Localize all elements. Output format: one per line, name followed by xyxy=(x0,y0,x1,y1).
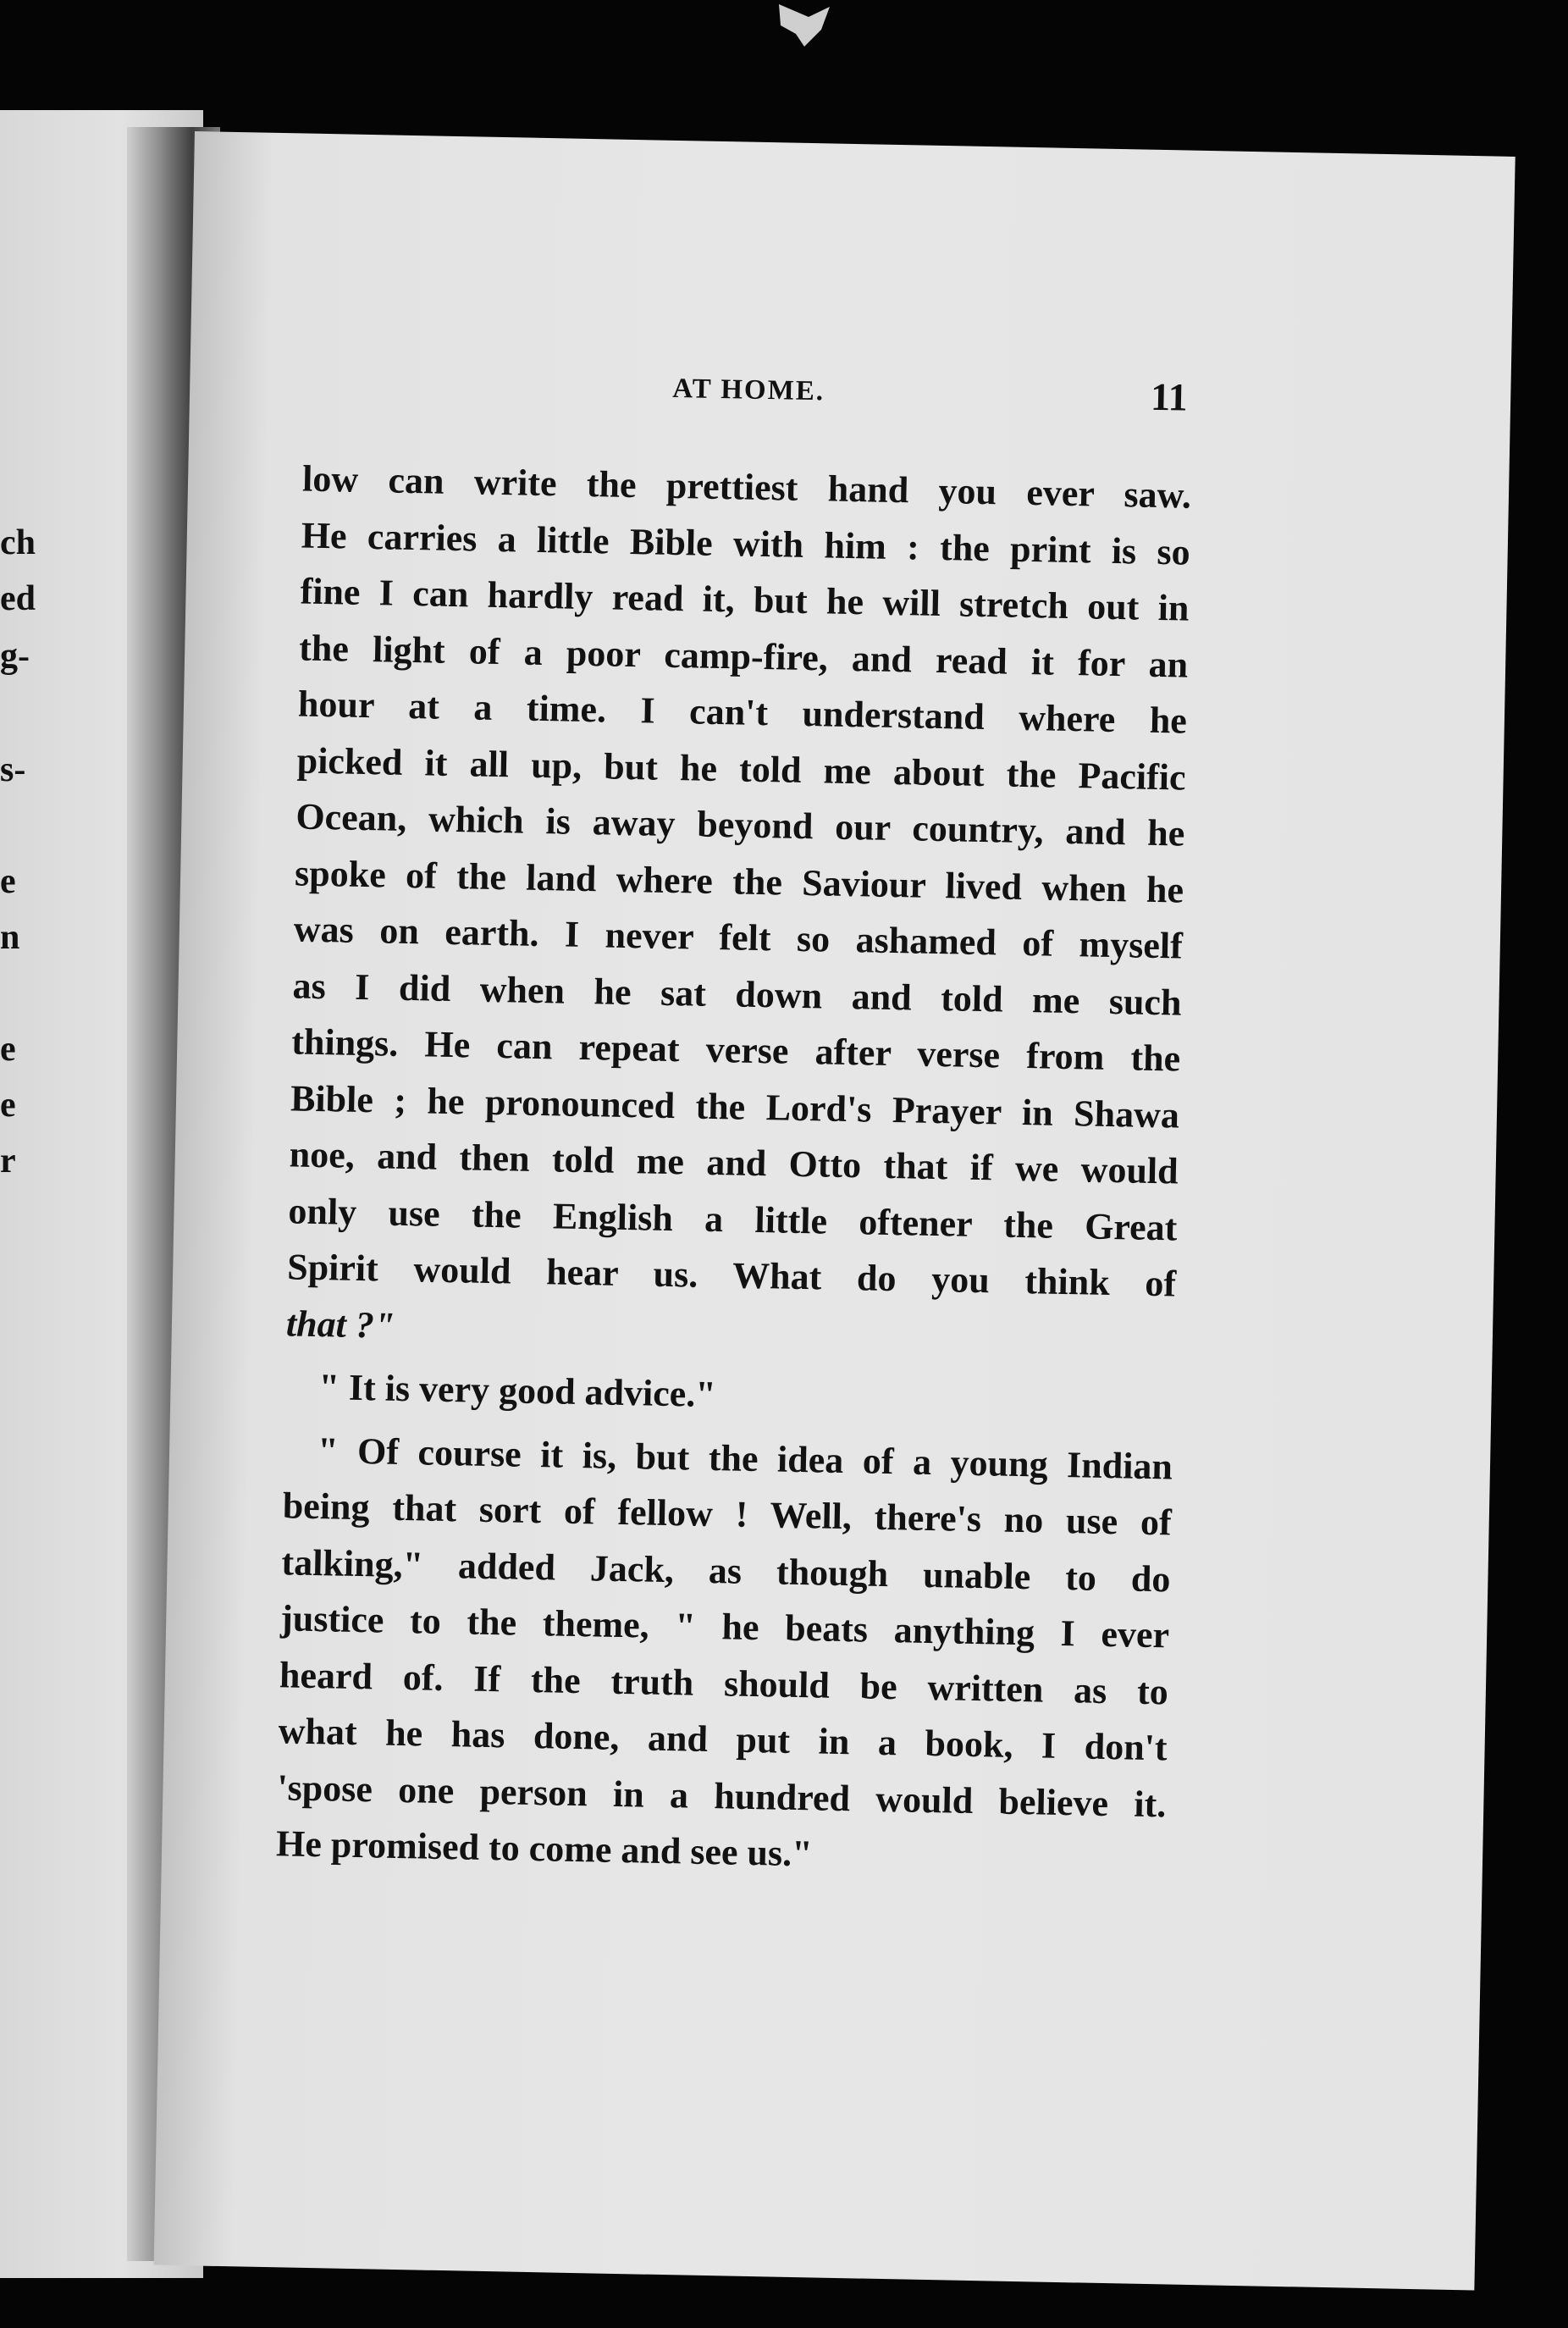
running-head xyxy=(190,364,1511,440)
text-line: justice to the theme, " he beats anything I ever xyxy=(279,1597,1170,1656)
text-line: what he has done, and put in a book, I don't xyxy=(278,1710,1168,1769)
running-head-title: AT HOME. xyxy=(671,373,825,407)
text-line: as I did when he sat down and told me such xyxy=(292,964,1182,1024)
text-line: 'spose one person in a hundred would believe it. xyxy=(277,1766,1167,1825)
facing-page-fragment: ed xyxy=(0,579,36,618)
text-line: spoke of the land where the Saviour lived when he xyxy=(294,851,1184,911)
text-line: things. He can repeat verse after verse from the xyxy=(290,1020,1181,1080)
text-line: heard of. If the truth should be written as to xyxy=(279,1653,1169,1712)
text-line: that ?" xyxy=(285,1302,395,1346)
text-line: being that sort of fellow ! Well, there's no use of xyxy=(282,1485,1173,1544)
paragraph-start-line: " It is very good advice." xyxy=(318,1366,717,1416)
text-line: Bible ; he pronounced the Lord's Prayer in Shawa xyxy=(290,1076,1180,1136)
text-line: only use the English a little oftener the Great xyxy=(288,1189,1178,1249)
text-line: He promised to come and see us." xyxy=(275,1822,814,1875)
facing-page-fragment: ch xyxy=(0,523,36,562)
text-line: was on earth. I never felt so ashamed of myself xyxy=(293,908,1184,967)
facing-page-fragment: g- xyxy=(0,637,30,676)
facing-page-fragment: r xyxy=(0,1142,16,1181)
text-line: hour at a time. I can't understand where he xyxy=(297,683,1188,742)
facing-page-fragment: n xyxy=(0,918,20,957)
text-line: He carries a little Bible with him : the print is so xyxy=(301,514,1191,573)
facing-page-fragment: e xyxy=(0,862,16,901)
text-line: talking," added Jack, as though unable to do xyxy=(281,1540,1171,1600)
facing-page-fragment: e xyxy=(0,1086,16,1125)
text-line: noe, and then told me and Otto that if we would xyxy=(289,1133,1179,1192)
paragraph-start-line: " Of course it is, but the idea of a young Indian xyxy=(317,1429,1173,1487)
text-line: Ocean, which is away beyond our country, and he xyxy=(295,795,1185,854)
text-line: picked it all up, but he told me about the Pacific xyxy=(296,738,1187,799)
text-line: fine I can hardly read it, but he will stretch out in xyxy=(300,570,1190,629)
text-line: low can write the prettiest hand you ever saw. xyxy=(301,457,1192,517)
text-line: the light of a poor camp-fire, and read it for an xyxy=(298,626,1189,686)
scan-artifact-mark xyxy=(770,0,838,55)
book-page-right xyxy=(154,131,1516,2290)
text-line: Spirit would hear us. What do you think of xyxy=(286,1246,1177,1305)
page-body-text xyxy=(276,451,1192,1889)
facing-page-fragment: e xyxy=(0,1030,16,1069)
page-number: 11 xyxy=(1150,374,1189,419)
facing-page-fragment: s- xyxy=(0,750,26,789)
